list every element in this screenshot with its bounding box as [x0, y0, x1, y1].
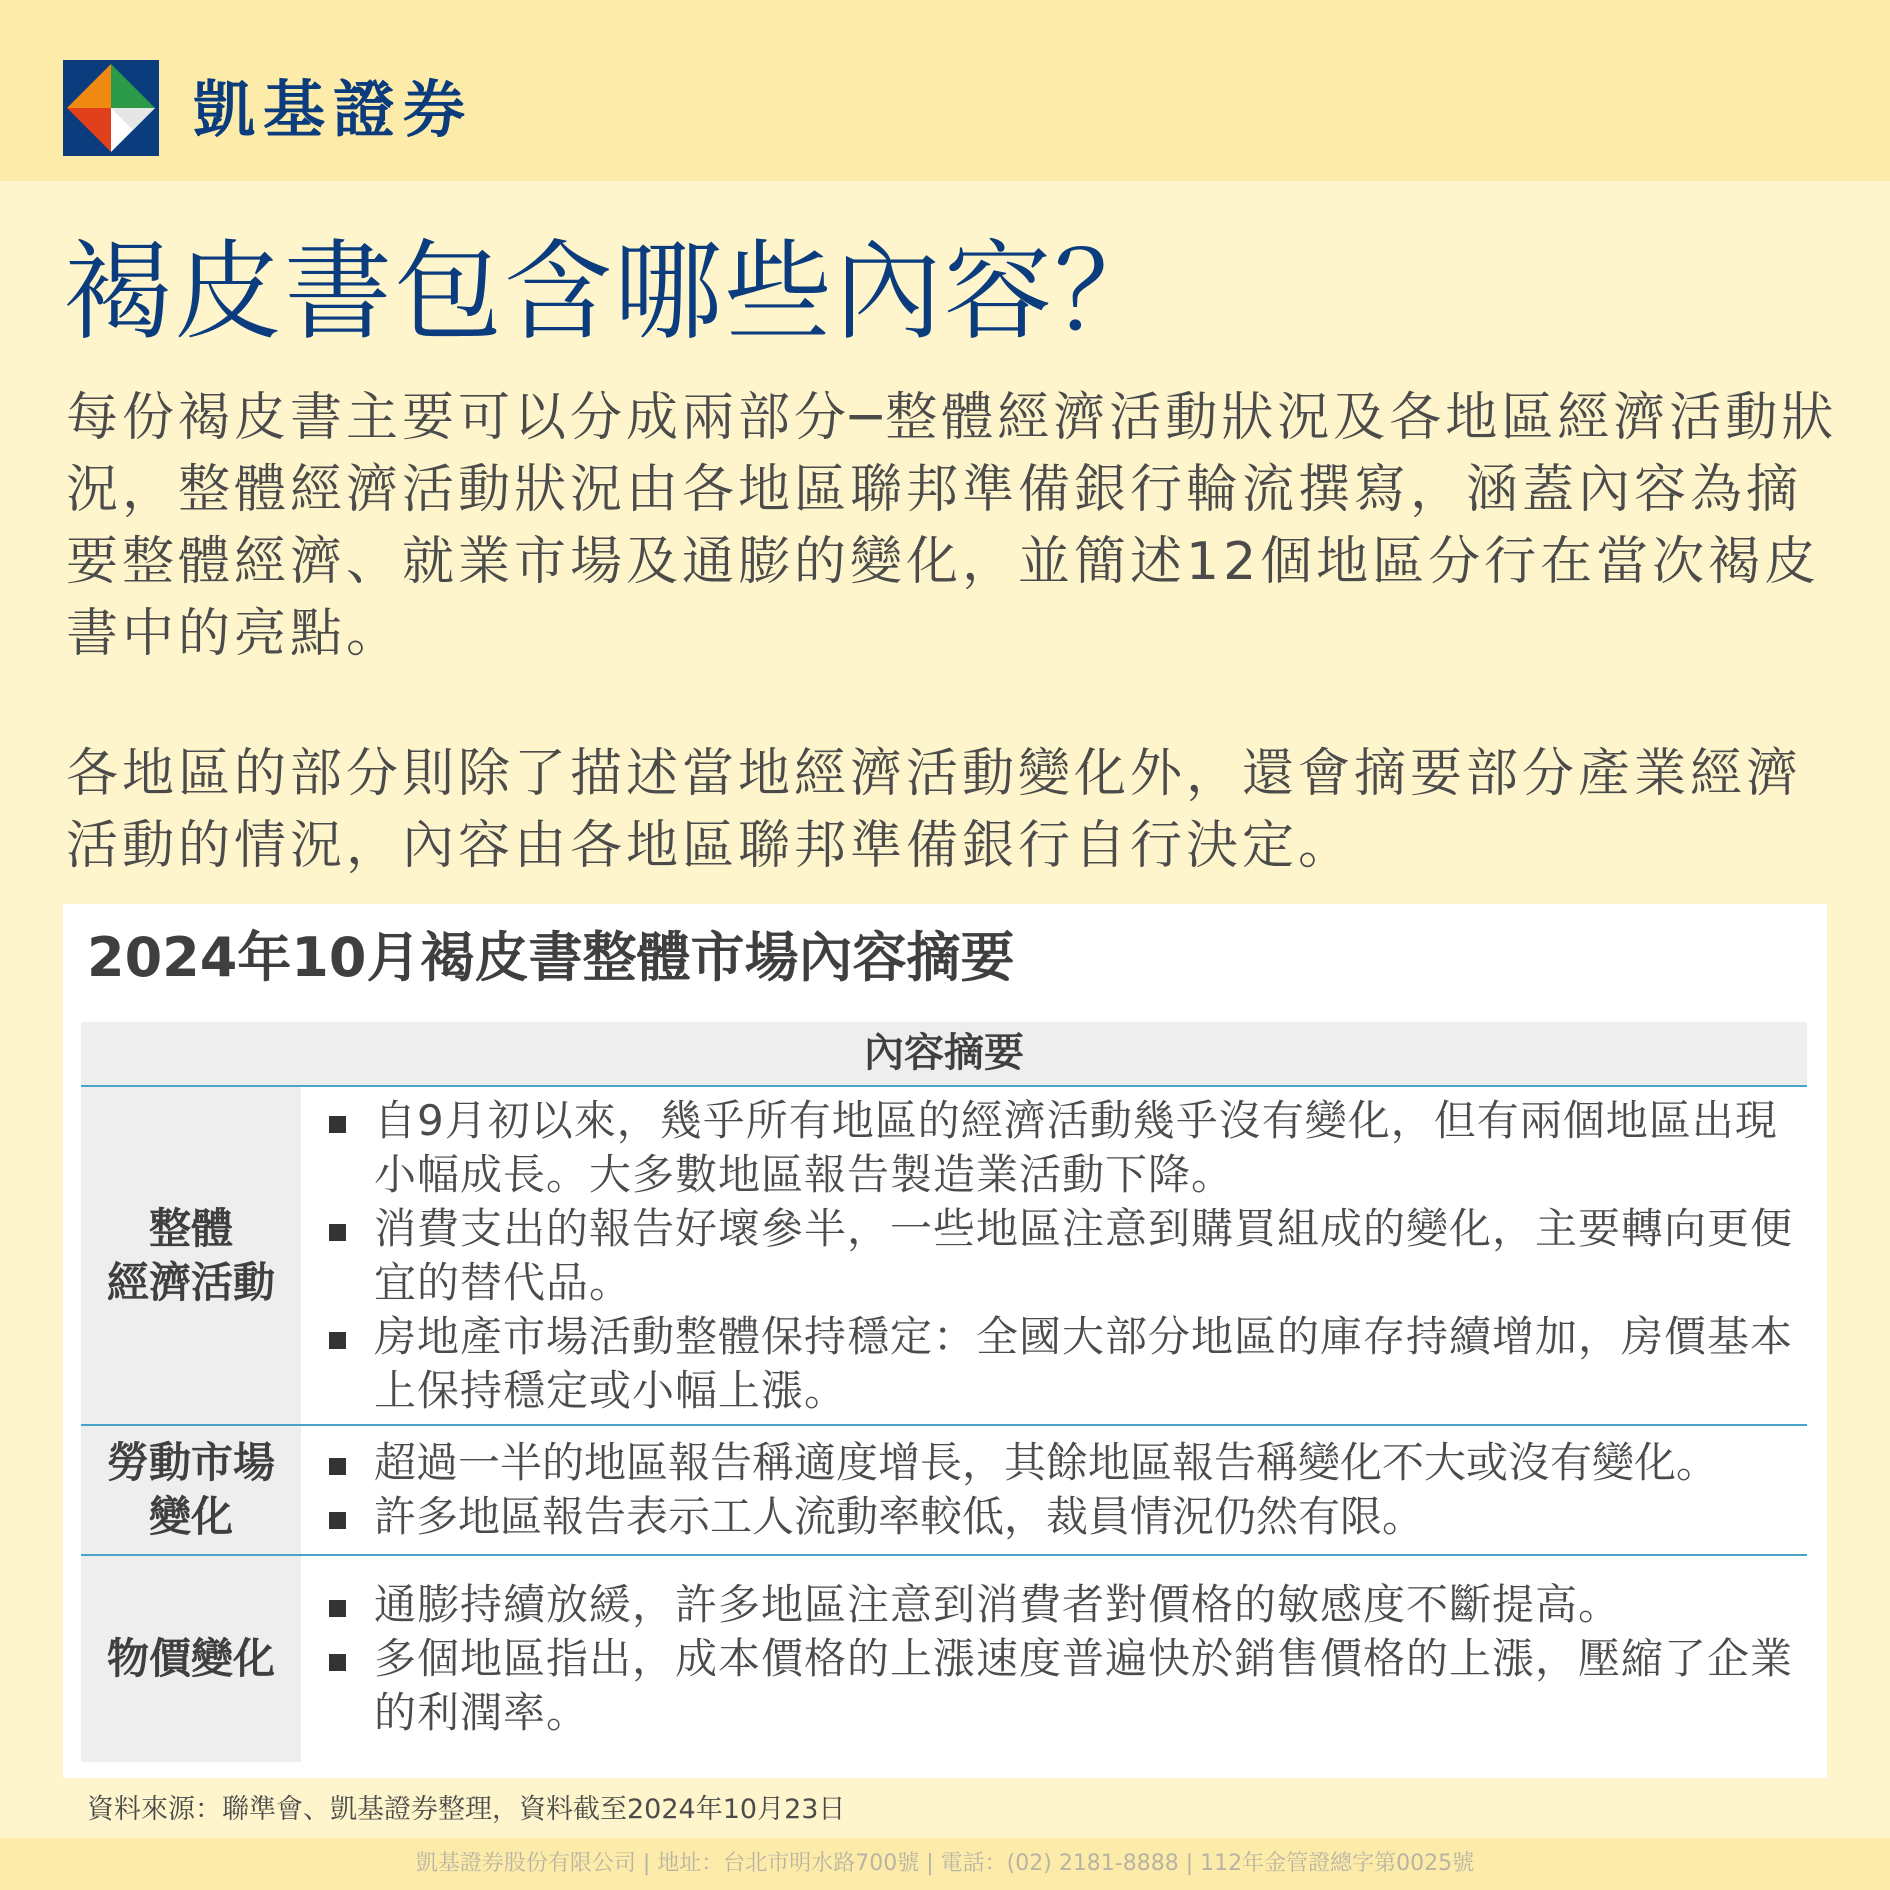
- kgi-logo-icon: [63, 60, 159, 156]
- table-header: 內容摘要: [81, 1022, 1807, 1087]
- page-title: 褐皮書包含哪些內容？: [64, 230, 1165, 355]
- row-content: [320, 1556, 1807, 1762]
- table-row: [81, 1426, 1807, 1556]
- row-label-overall-economy: 整體 經濟活動: [81, 1087, 301, 1424]
- intro-paragraph-2: 各地區的部分則除了描述當地經濟活動變化外，還會摘要部分產業經濟活動的情況，內容由各地區聯邦準備銀行自行決定。: [66, 744, 1803, 876]
- row-content: [320, 1087, 1807, 1424]
- list-item: 消費支出的報告好壞參半，一些地區注意到購買組成的變化，主要轉向更便宜的替代品。: [320, 1202, 1807, 1310]
- intro-paragraph-1: 每份褐皮書主要可以分成兩部分─整體經濟活動狀況及各地區經濟活動狀況，整體經濟活動狀況由各地區聯邦準備銀行輪流撰寫，涵蓋內容為摘要整體經濟、就業市場及通膨的變化，並簡述12個地區分行在當次褐皮書中的亮點。: [66, 388, 1838, 664]
- footer-info: 凱基證券股份有限公司 | 地址：台北市明水路700號 | 電話：(02) 2181-8888 | 112年金管證總字第0025號: [0, 1838, 1890, 1890]
- source-note: 資料來源：聯準會、凱基證券整理，資料截至2024年10月23日: [87, 1794, 846, 1825]
- summary-table-title: 2024年10月褐皮書整體市場內容摘要: [87, 926, 1015, 989]
- row-label-labor-market: 勞動市場 變化: [81, 1426, 301, 1554]
- list-item: 自9月初以來，幾乎所有地區的經濟活動幾乎沒有變化，但有兩個地區出現小幅成長。大多數地區報告製造業活動下降。: [320, 1094, 1807, 1202]
- list-item: 超過一半的地區報告稱適度增長，其餘地區報告稱變化不大或沒有變化。: [320, 1436, 1807, 1490]
- list-item: 多個地區指出，成本價格的上漲速度普遍快於銷售價格的上漲，壓縮了企業的利潤率。: [320, 1632, 1807, 1740]
- table-row: [81, 1556, 1807, 1762]
- table-row: [81, 1087, 1807, 1426]
- row-label-price-change: 物價變化: [81, 1556, 301, 1762]
- list-item: 通膨持續放緩，許多地區注意到消費者對價格的敏感度不斷提高。: [320, 1578, 1807, 1632]
- row-content: [320, 1426, 1807, 1554]
- list-item: 許多地區報告表示工人流動率較低，裁員情況仍然有限。: [320, 1490, 1807, 1544]
- brand-name: 凱基證券: [193, 73, 474, 146]
- list-item: 房地產市場活動整體保持穩定：全國大部分地區的庫存持續增加，房價基本上保持穩定或小幅上漲。: [320, 1310, 1807, 1418]
- header-band: [0, 0, 1890, 181]
